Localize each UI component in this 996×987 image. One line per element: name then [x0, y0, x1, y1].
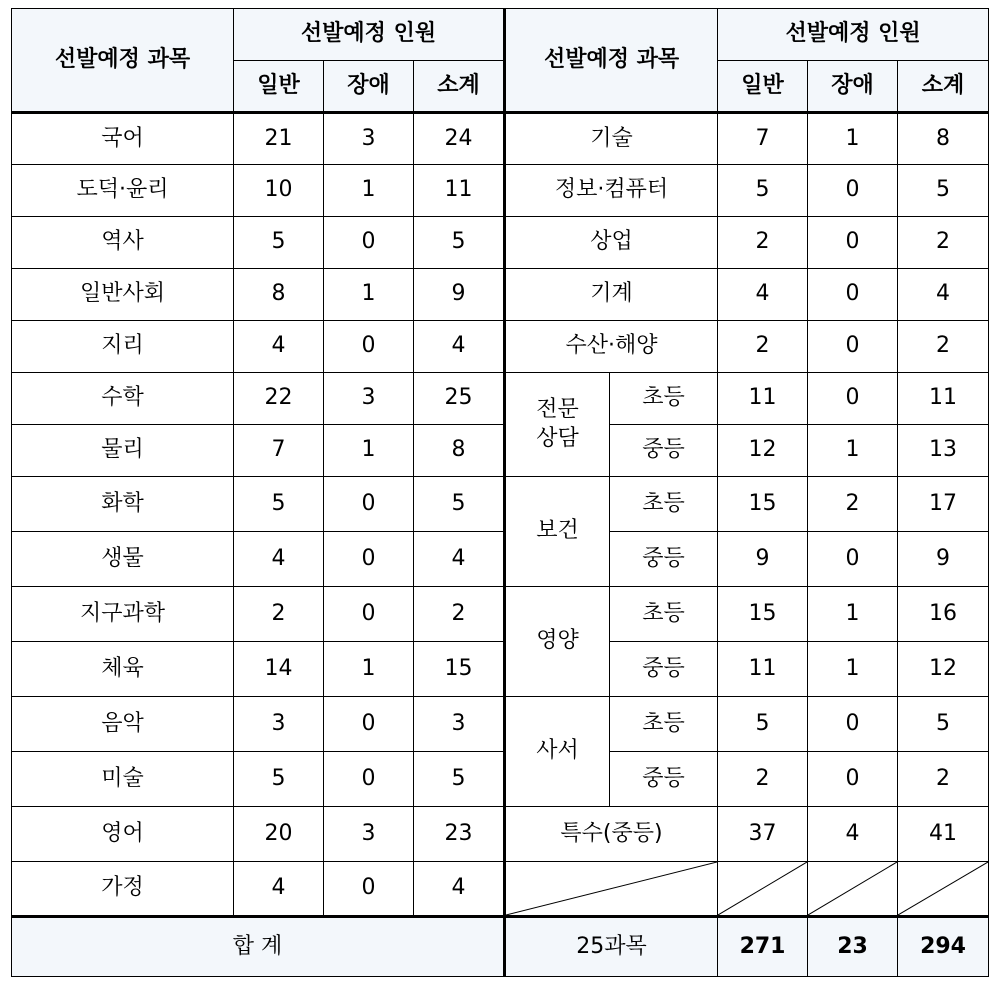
general-cell: 3 [234, 697, 324, 752]
disabled-cell: 1 [324, 642, 414, 697]
subtotal-cell: 25 [414, 373, 505, 425]
group-label-line1: 전문 [536, 396, 579, 422]
subtotal-cell: 5 [898, 165, 989, 217]
subtotal-cell: 5 [414, 477, 505, 532]
disabled-cell: 1 [324, 165, 414, 217]
subtotal-cell: 17 [898, 477, 989, 532]
subject-cell: 영어 [12, 807, 234, 862]
general-cell: 9 [718, 532, 808, 587]
disabled-cell: 0 [808, 373, 898, 425]
total-label: 합 계 [12, 917, 505, 977]
general-cell: 12 [718, 425, 808, 477]
table-row [12, 697, 989, 752]
general-cell: 15 [718, 587, 808, 642]
table-row [12, 862, 989, 917]
subject-cell: 생물 [12, 532, 234, 587]
diagonal-line [808, 862, 897, 915]
group-label: 영양 [505, 587, 610, 697]
subtotal-cell: 3 [414, 697, 505, 752]
general-cell: 4 [234, 862, 324, 917]
subject-cell: 수산·해양 [505, 321, 718, 373]
subtotal-cell: 4 [898, 269, 989, 321]
general-cell: 7 [718, 113, 808, 165]
general-cell: 5 [718, 697, 808, 752]
subject-cell: 정보·컴퓨터 [505, 165, 718, 217]
table-row [12, 532, 989, 587]
subject-cell: 역사 [12, 217, 234, 269]
subtotal-cell: 13 [898, 425, 989, 477]
subtotal-cell: 5 [898, 697, 989, 752]
total-subjects: 25과목 [505, 917, 718, 977]
subject-cell: 음악 [12, 697, 234, 752]
subtotal-cell: 23 [414, 807, 505, 862]
level-cell: 초등 [610, 587, 718, 642]
disabled-cell: 0 [324, 752, 414, 807]
subtotal-cell: 4 [414, 862, 505, 917]
general-cell: 11 [718, 373, 808, 425]
table-row [12, 587, 989, 642]
table-row [12, 752, 989, 807]
disabled-cell: 3 [324, 113, 414, 165]
subject-cell: 물리 [12, 425, 234, 477]
recruitment-table [11, 8, 989, 977]
table-row [12, 321, 989, 373]
subject-cell: 특수(중등) [505, 807, 718, 862]
subtotal-cell: 2 [414, 587, 505, 642]
subject-cell: 가정 [12, 862, 234, 917]
subtotal-cell: 16 [898, 587, 989, 642]
general-cell: 22 [234, 373, 324, 425]
general-cell: 4 [234, 532, 324, 587]
general-cell: 7 [234, 425, 324, 477]
level-cell: 중등 [610, 425, 718, 477]
general-cell: 4 [718, 269, 808, 321]
header-row-1 [12, 9, 989, 61]
disabled-cell: 0 [808, 217, 898, 269]
general-cell: 5 [234, 477, 324, 532]
total-row [12, 917, 989, 977]
general-cell: 11 [718, 642, 808, 697]
group-label: 보건 [505, 477, 610, 587]
diagonal-line [506, 862, 717, 915]
general-cell: 14 [234, 642, 324, 697]
subject-cell: 수학 [12, 373, 234, 425]
disabled-cell: 0 [324, 321, 414, 373]
table-row [12, 113, 989, 165]
subtotal-cell: 15 [414, 642, 505, 697]
disabled-cell: 0 [808, 697, 898, 752]
diagonal-line [718, 862, 807, 915]
general-cell: 2 [718, 217, 808, 269]
general-cell: 5 [234, 217, 324, 269]
level-cell: 초등 [610, 373, 718, 425]
disabled-cell: 4 [808, 807, 898, 862]
header-subtotal-left: 소계 [414, 61, 505, 113]
header-general-right: 일반 [718, 61, 808, 113]
disabled-cell: 3 [324, 373, 414, 425]
subtotal-cell: 5 [414, 752, 505, 807]
general-cell: 2 [718, 321, 808, 373]
table-row [12, 807, 989, 862]
total-general: 271 [718, 917, 808, 977]
empty-diagonal-cell [718, 862, 808, 917]
subtotal-cell: 2 [898, 217, 989, 269]
subtotal-cell: 11 [414, 165, 505, 217]
disabled-cell: 1 [808, 113, 898, 165]
table-row [12, 373, 989, 425]
level-cell: 초등 [610, 477, 718, 532]
table-body [12, 9, 989, 977]
header-subtotal-right: 소계 [898, 61, 989, 113]
subtotal-cell: 11 [898, 373, 989, 425]
subject-cell: 지리 [12, 321, 234, 373]
subtotal-cell: 2 [898, 752, 989, 807]
subtotal-cell: 2 [898, 321, 989, 373]
disabled-cell: 0 [808, 269, 898, 321]
table-row [12, 269, 989, 321]
subject-cell: 체육 [12, 642, 234, 697]
table-row [12, 642, 989, 697]
total-disabled: 23 [808, 917, 898, 977]
disabled-cell: 0 [324, 697, 414, 752]
subject-cell: 기술 [505, 113, 718, 165]
disabled-cell: 1 [324, 269, 414, 321]
level-cell: 중등 [610, 532, 718, 587]
subject-cell: 일반사회 [12, 269, 234, 321]
subject-cell: 국어 [12, 113, 234, 165]
subtotal-cell: 9 [414, 269, 505, 321]
header-count-left: 선발예정 인원 [234, 9, 505, 61]
header-subject-right: 선발예정 과목 [505, 9, 718, 113]
subject-cell: 지구과학 [12, 587, 234, 642]
subtotal-cell: 4 [414, 321, 505, 373]
subtotal-cell: 41 [898, 807, 989, 862]
general-cell: 8 [234, 269, 324, 321]
disabled-cell: 0 [324, 477, 414, 532]
level-cell: 중등 [610, 642, 718, 697]
disabled-cell: 0 [808, 165, 898, 217]
diagonal-line [898, 862, 988, 915]
empty-diagonal-cell [808, 862, 898, 917]
group-label-line2: 상담 [536, 425, 579, 451]
subtotal-cell: 24 [414, 113, 505, 165]
general-cell: 2 [234, 587, 324, 642]
subtotal-cell: 5 [414, 217, 505, 269]
header-count-right: 선발예정 인원 [718, 9, 989, 61]
general-cell: 20 [234, 807, 324, 862]
general-cell: 2 [718, 752, 808, 807]
empty-diagonal-cell [898, 862, 989, 917]
disabled-cell: 0 [808, 752, 898, 807]
header-disabled-right: 장애 [808, 61, 898, 113]
subject-cell: 상업 [505, 217, 718, 269]
disabled-cell: 0 [808, 532, 898, 587]
disabled-cell: 1 [808, 642, 898, 697]
disabled-cell: 3 [324, 807, 414, 862]
general-cell: 4 [234, 321, 324, 373]
general-cell: 15 [718, 477, 808, 532]
header-general-left: 일반 [234, 61, 324, 113]
disabled-cell: 1 [808, 425, 898, 477]
level-cell: 중등 [610, 752, 718, 807]
table-row [12, 477, 989, 532]
level-cell: 초등 [610, 697, 718, 752]
group-label: 사서 [505, 697, 610, 807]
subtotal-cell: 4 [414, 532, 505, 587]
subject-cell: 미술 [12, 752, 234, 807]
disabled-cell: 1 [324, 425, 414, 477]
disabled-cell: 1 [808, 587, 898, 642]
subject-cell: 기계 [505, 269, 718, 321]
subject-cell: 도덕·윤리 [12, 165, 234, 217]
disabled-cell: 0 [324, 862, 414, 917]
general-cell: 37 [718, 807, 808, 862]
general-cell: 5 [718, 165, 808, 217]
disabled-cell: 0 [324, 587, 414, 642]
general-cell: 21 [234, 113, 324, 165]
general-cell: 5 [234, 752, 324, 807]
group-label [505, 373, 610, 477]
subtotal-cell: 9 [898, 532, 989, 587]
table-row [12, 425, 989, 477]
disabled-cell: 0 [324, 532, 414, 587]
total-subtotal: 294 [898, 917, 989, 977]
disabled-cell: 0 [324, 217, 414, 269]
subtotal-cell: 8 [898, 113, 989, 165]
subtotal-cell: 8 [414, 425, 505, 477]
disabled-cell: 2 [808, 477, 898, 532]
general-cell: 10 [234, 165, 324, 217]
subtotal-cell: 12 [898, 642, 989, 697]
disabled-cell: 0 [808, 321, 898, 373]
header-disabled-left: 장애 [324, 61, 414, 113]
table-row [12, 165, 989, 217]
empty-diagonal-cell [505, 862, 718, 917]
subject-cell: 화학 [12, 477, 234, 532]
header-subject-left: 선발예정 과목 [12, 9, 234, 113]
table-row [12, 217, 989, 269]
